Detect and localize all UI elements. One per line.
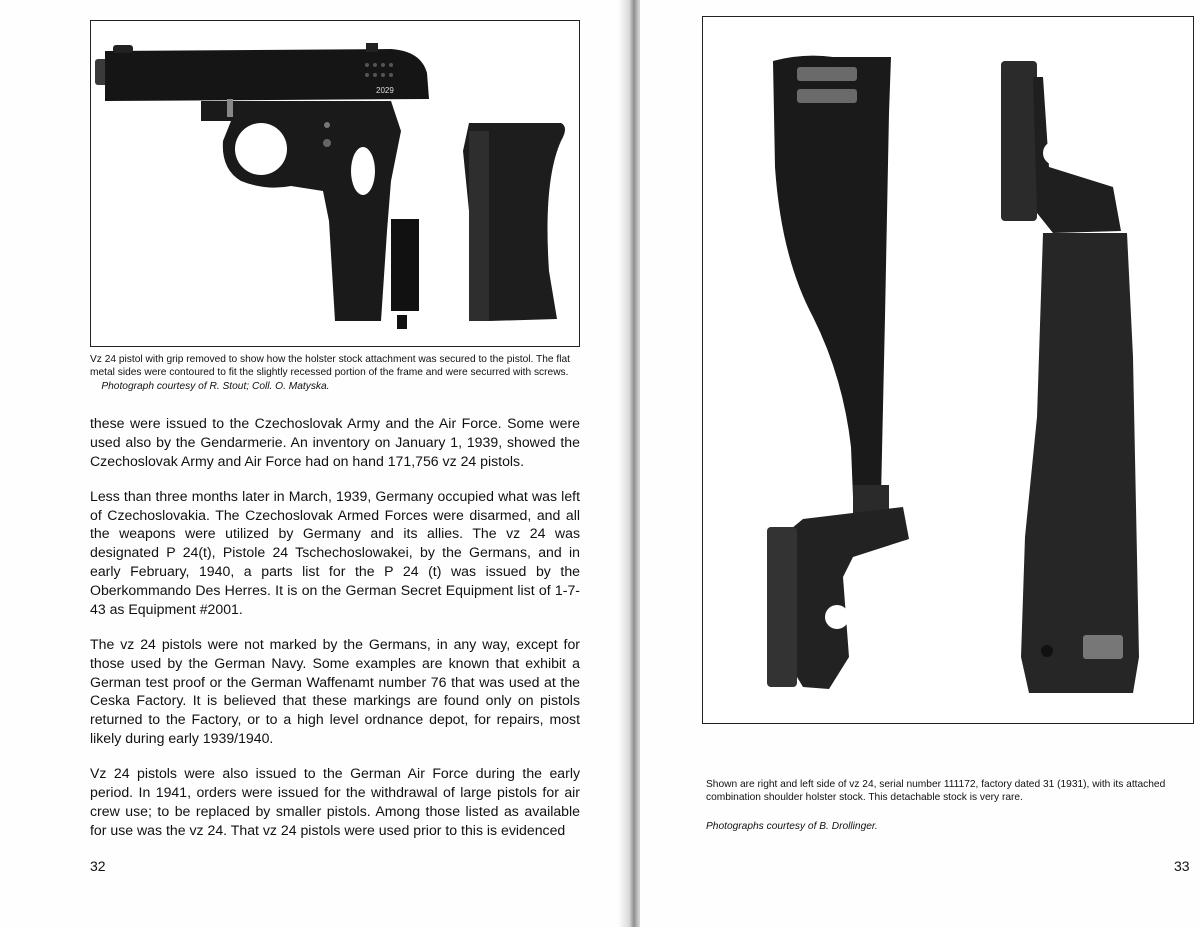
stock-photo-frame	[702, 16, 1194, 724]
pistol-photo-frame	[90, 20, 580, 347]
pistol-grip-removed-photo	[91, 21, 579, 346]
left-photo-caption	[90, 353, 580, 393]
right-photo-credit-text: Photographs courtesy of B. Drollinger.	[706, 821, 878, 832]
slide-serial-text: 2029	[376, 86, 394, 95]
right-photo-credit	[706, 820, 1196, 833]
body-paragraph: The vz 24 pistols were not marked by the Germans, in any way, except for those used by the German Navy. Some examples are known that exhibit a German test proof or the German Waffenamt number 76 that was used at the Ceska Factory. It is believed that these markings are found only on pistols returned to the Factory, or to a high level ordnance depot, for repairs, most likely during early 1939/1940.	[90, 635, 580, 747]
page-number-left: 32	[90, 858, 106, 874]
right-page	[640, 0, 1200, 927]
right-photo-caption: Shown are right and left side of vz 24, serial number 111172, factory dated 31 (1931), with its attached combination shoulder holster stock. This detachable stock is very rare.	[706, 779, 1166, 804]
body-paragraph: these were issued to the Czechoslovak Army and the Air Force. Some were used also by the Gendarmerie. An inventory on January 1, 1939, showed the Czechoslovak Army and Air Force had on hand 171,756 vz 24 pistols.	[90, 415, 580, 469]
body-paragraph: Less than three months later in March, 1939, Germany occupied what was left of Czechoslovakia. The Czechoslovak Armed Forces were disarmed, and all the weapons were utilized by Germany and its allies. The vz 24 was designated P 24(t), Pistole 24 Tschechoslowakei, by the Germans, and in early February, 1940, a parts list for the P 24 (t) was issued by the Oberkommando Des Herres. It is on the German Secret Equipment list of 1-7-43 as Equipment #2001.	[90, 487, 580, 617]
left-photo-credit: Photograph courtesy of R. Stout; Coll. O. Matyska.	[101, 380, 330, 392]
body-paragraph: Vz 24 pistols were also issued to the German Air Force during the early period. In 1941, orders were issued for the withdrawal of large pistols for air crew use; to be replaced by smaller pistols. Among those listed as available for use was the vz 24. That vz 24 pistols were used prior to this is evidenced	[90, 765, 580, 838]
page-number-right: 33	[1174, 858, 1190, 874]
left-body-text	[90, 414, 580, 856]
pistol-stock-photos	[703, 17, 1193, 723]
left-caption-text: Vz 24 pistol with grip removed to show how the holster stock attachment was secured to the pistol. The flat metal sides were contoured to fit the slightly recessed portion of the frame and were securred with screws.	[90, 354, 570, 379]
